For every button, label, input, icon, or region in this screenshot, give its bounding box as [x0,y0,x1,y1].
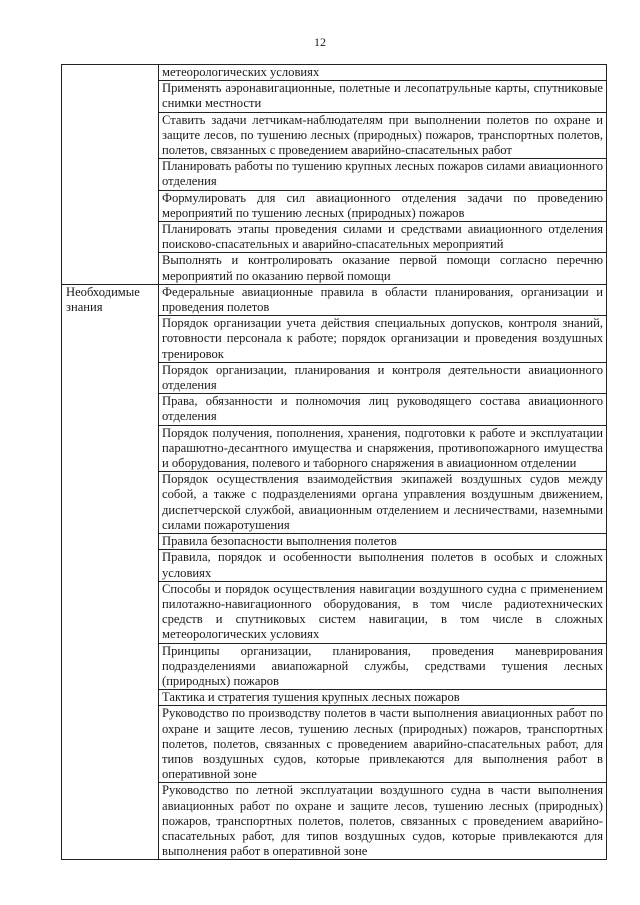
row-label [62,316,159,363]
page-number: 12 [314,35,326,49]
table-row [62,159,607,190]
row-text: метеорологических условиях [159,65,607,81]
row-text: Руководство по производству полетов в части выполнения авиационных работ по охране и защите лесов, тушению лесных (природных) пожаров, транспортных полетов, полетов, связанных с проведением аварийно-спасательных работ, для типов воздушных судов, которые привлекаются для выполнения работ в оперативной зоне [159,706,607,783]
table-row [62,706,607,783]
table-row [62,425,607,472]
table-row [62,550,607,581]
row-label [62,253,159,284]
row-label [62,159,159,190]
row-text: Применять аэронавигационные, полетные и лесопатрульные карты, спутниковые снимки местности [159,81,607,112]
row-text: Порядок организации, планирования и контроля деятельности авиационного отделения [159,362,607,393]
row-text: Ставить задачи летчикам-наблюдателям при выполнении полетов по охране и защите лесов, по тушению лесных (природных) пожаров, транспортных полетов, полетов, связанных с проведением аварийно-спасательных работ [159,112,607,159]
table-row [62,581,607,643]
row-label [62,690,159,706]
table-row [62,65,607,81]
table-row [62,112,607,159]
table-row [62,190,607,221]
row-text: Федеральные авиационные правила в области планирования, организации и проведения полетов [159,284,607,315]
row-label [62,425,159,472]
table-row [62,284,607,315]
row-text: Формулировать для сил авиационного отделения задачи по проведению мероприятий по тушению лесных (природных) пожаров [159,190,607,221]
table-row [62,222,607,253]
row-text: Порядок осуществления взаимодействия экипажей воздушных судов между собой, а также с подразделениями органа управления воздушным движением, диспетчерской службой, авиационным отделением и лесничествами, наземными силами пожаротушения [159,472,607,534]
row-label [62,643,159,690]
row-label [62,394,159,425]
row-label [62,222,159,253]
row-label [62,112,159,159]
row-text: Способы и порядок осуществления навигации воздушного судна с применением пилотажно-навигационного оборудования, в том числе радиотехнических средств и спутниковых систем навигации, в том числе в сложных метеорологических условиях [159,581,607,643]
row-label [62,534,159,550]
requirements-table [61,64,607,860]
row-label [62,706,159,783]
row-label [62,581,159,643]
row-label [62,81,159,112]
table-row [62,362,607,393]
row-label [62,783,159,860]
table-row [62,643,607,690]
row-label [62,362,159,393]
table-row [62,394,607,425]
row-text: Правила безопасности выполнения полетов [159,534,607,550]
table-row [62,690,607,706]
row-text: Планировать работы по тушению крупных лесных пожаров силами авиационного отделения [159,159,607,190]
row-text: Тактика и стратегия тушения крупных лесных пожаров [159,690,607,706]
row-label [62,190,159,221]
table-row [62,534,607,550]
table-row [62,316,607,363]
table-row [62,472,607,534]
row-text: Принципы организации, планирования, проведения маневрирования подразделениями авиапожарной службы, средствами тушения лесных (природных) пожаров [159,643,607,690]
table-row [62,783,607,860]
row-text: Порядок организации учета действия специальных допусков, контроля знаний, готовности персонала к работе; порядок организации и проведения воздушных тренировок [159,316,607,363]
table-row [62,253,607,284]
row-text: Руководство по летной эксплуатации воздушного судна в части выполнения авиационных работ по охране и защите лесов, тушению лесных (природных) пожаров, транспортных полетов, полетов, связанных с проведением аварийно-спасательных работ, для типов воздушных судов, которые привлекаются для выполнения работ в оперативной зоне [159,783,607,860]
row-text: Выполнять и контролировать оказание первой помощи согласно перечню мероприятий по оказанию первой помощи [159,253,607,284]
row-label [62,65,159,81]
row-text: Правила, порядок и особенности выполнения полетов в особых и сложных условиях [159,550,607,581]
table-row [62,81,607,112]
row-text: Планировать этапы проведения силами и средствами авиационного отделения поисково-спасательных и аварийно-спасательных мероприятий [159,222,607,253]
row-label [62,550,159,581]
row-label [62,472,159,534]
row-text: Права, обязанности и полномочия лиц руководящего состава авиационного отделения [159,394,607,425]
row-text: Порядок получения, пополнения, хранения, подготовки к работе и эксплуатации парашютно-десантного имущества и снаряжения, противопожарного имущества и оборудования, полевого и таборного снаряжения в авиационном отделении [159,425,607,472]
section-label-knowledge: Необходимые знания [62,284,159,315]
